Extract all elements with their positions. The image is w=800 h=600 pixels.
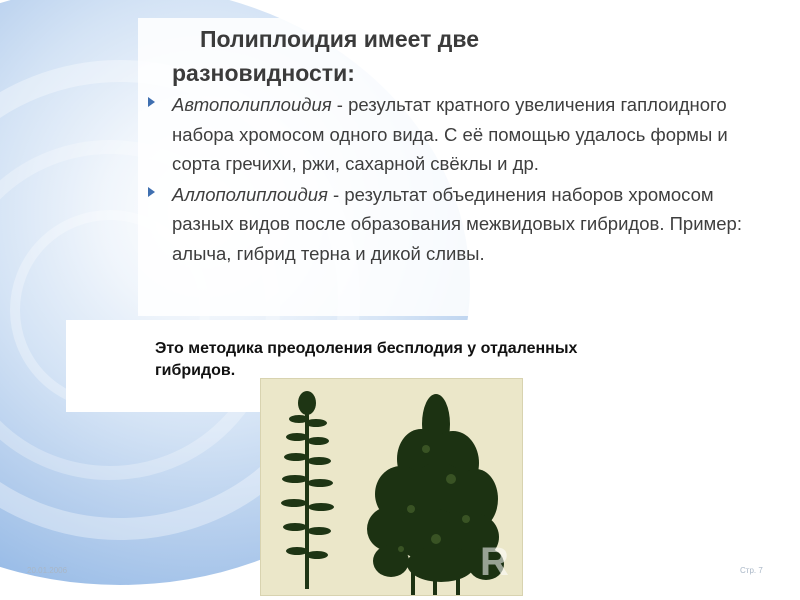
bullet-item bbox=[148, 90, 758, 179]
slide-title-line1: Полиплоидия имеет две bbox=[200, 26, 480, 52]
bullet-item bbox=[148, 180, 758, 269]
bullet-arrow-icon bbox=[148, 187, 155, 197]
bullet-list bbox=[148, 90, 758, 268]
bullet-arrow-icon bbox=[148, 97, 155, 107]
bullet-term: Аллополиплоидия bbox=[172, 183, 328, 205]
bullet-text: - результат кратного увеличения гаплоидного набора хромосом одного вида. С её помощью удалось формы и сорта гречихи, ржи, сахарной свёклы и др. bbox=[172, 94, 728, 174]
footer-date: 20.01.2006 bbox=[27, 566, 68, 575]
footer-page-number: Стр. 7 bbox=[740, 566, 763, 575]
left-plant bbox=[281, 391, 334, 589]
bullet-term: Автополиплоидия bbox=[172, 94, 332, 115]
slide-title bbox=[172, 22, 732, 90]
slide-title-line2: разновидности: bbox=[172, 60, 355, 86]
note-text: Это методика преодоления бесплодия у отдаленных гибридов. bbox=[155, 340, 578, 379]
watermark-logo: R bbox=[480, 540, 507, 584]
bullet-text: - результат объединения наборов хромосом разных видов после образования межвидовых гибридов. Пример: алыча, гибрид терна и дикой сливы. bbox=[172, 183, 742, 264]
